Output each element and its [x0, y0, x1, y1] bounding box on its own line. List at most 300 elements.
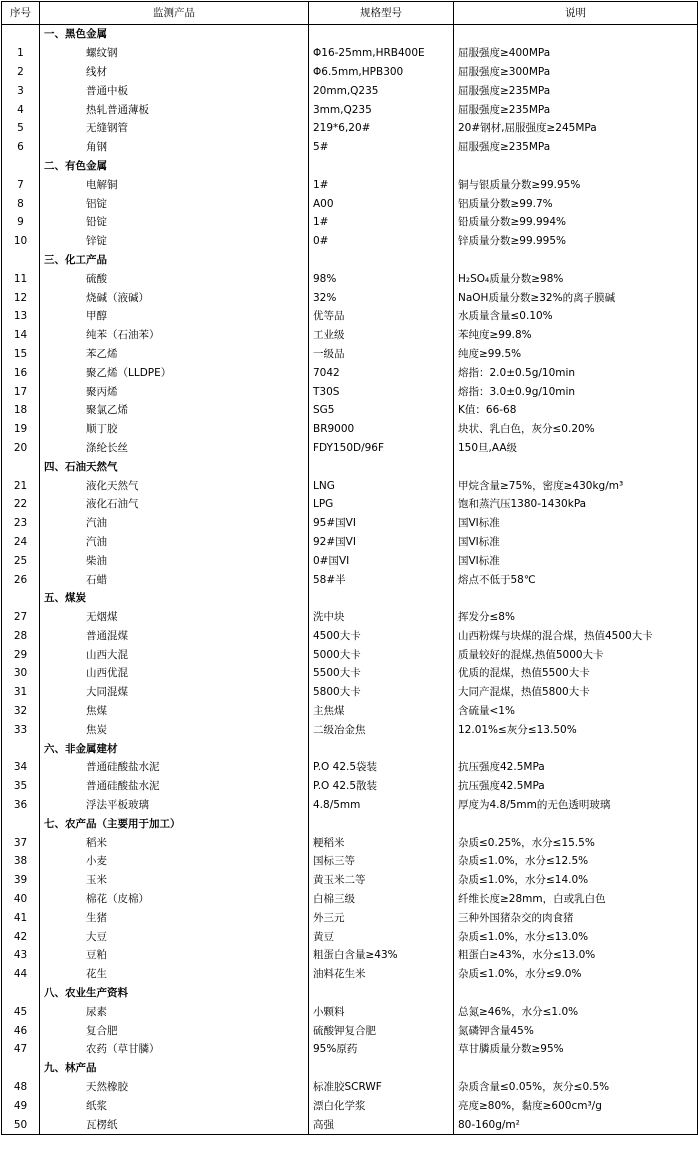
row-number: 18 — [2, 401, 40, 420]
product-spec: P.O 42.5散装 — [309, 777, 454, 796]
product-spec: 硫酸钾复合肥 — [309, 1021, 454, 1040]
category-spec-cell — [309, 589, 454, 608]
product-spec: 优等品 — [309, 307, 454, 326]
product-description: 屈服强度≥235MPa — [454, 81, 698, 100]
table-row — [2, 63, 698, 82]
row-number: 12 — [2, 288, 40, 307]
product-spec: 5800大卡 — [309, 683, 454, 702]
table-row — [2, 175, 698, 194]
category-row — [2, 25, 698, 44]
product-name: 普通中板 — [40, 81, 309, 100]
product-name: 瓦楞纸 — [40, 1115, 309, 1134]
table-row — [2, 213, 698, 232]
category-title: 二、有色金属 — [40, 157, 309, 176]
row-number: 36 — [2, 796, 40, 815]
row-number: 6 — [2, 138, 40, 157]
product-name: 铝锭 — [40, 194, 309, 213]
product-spec: 4500大卡 — [309, 627, 454, 646]
row-number: 9 — [2, 213, 40, 232]
product-spec: 0#国VI — [309, 551, 454, 570]
product-name: 大同混煤 — [40, 683, 309, 702]
header-spec: 规格型号 — [309, 2, 454, 25]
row-number: 5 — [2, 119, 40, 138]
product-name: 焦煤 — [40, 702, 309, 721]
product-spec: 主焦煤 — [309, 702, 454, 721]
table-row — [2, 81, 698, 100]
product-name: 棉花（皮棉） — [40, 890, 309, 909]
row-number: 26 — [2, 570, 40, 589]
header-no: 序号 — [2, 2, 40, 25]
table-row — [2, 476, 698, 495]
category-row — [2, 1059, 698, 1078]
product-description: 铜与银质量分数≥99.95% — [454, 175, 698, 194]
category-title: 三、化工产品 — [40, 251, 309, 270]
product-name: 农药（草甘膦） — [40, 1040, 309, 1059]
product-spec: 5000大卡 — [309, 645, 454, 664]
table-row — [2, 796, 698, 815]
row-number: 16 — [2, 363, 40, 382]
row-number: 28 — [2, 627, 40, 646]
product-name: 尿素 — [40, 1002, 309, 1021]
table-body — [2, 25, 698, 1135]
product-spec: 漂白化学浆 — [309, 1096, 454, 1115]
row-number: 29 — [2, 645, 40, 664]
product-description: 草甘膦质量分数≥95% — [454, 1040, 698, 1059]
product-description: 优质的混煤，热值5500大卡 — [454, 664, 698, 683]
product-name: 无烟煤 — [40, 608, 309, 627]
table-row — [2, 758, 698, 777]
category-no-cell — [2, 251, 40, 270]
product-description: 铅质量分数≥99.994% — [454, 213, 698, 232]
product-description: 杂质≤1.0%，水分≤14.0% — [454, 871, 698, 890]
product-description: 铝质量分数≥99.7% — [454, 194, 698, 213]
row-number: 41 — [2, 908, 40, 927]
row-number: 46 — [2, 1021, 40, 1040]
category-spec-cell — [309, 457, 454, 476]
product-spec: 20mm,Q235 — [309, 81, 454, 100]
product-name: 花生 — [40, 965, 309, 984]
product-spec: 5# — [309, 138, 454, 157]
table-row — [2, 138, 698, 157]
product-spec: 92#国VI — [309, 533, 454, 552]
product-description: 纯度≥99.5% — [454, 345, 698, 364]
table-row — [2, 946, 698, 965]
product-description: H₂SO₄质量分数≥98% — [454, 269, 698, 288]
product-name: 纯苯（石油苯） — [40, 326, 309, 345]
product-description: 大同产混煤，热值5800大卡 — [454, 683, 698, 702]
category-no-cell — [2, 157, 40, 176]
product-description: 国VI标准 — [454, 533, 698, 552]
product-description: 杂质含量≤0.05%，灰分≤0.5% — [454, 1078, 698, 1097]
category-spec-cell — [309, 984, 454, 1003]
category-title: 四、石油天然气 — [40, 457, 309, 476]
table-row — [2, 777, 698, 796]
row-number: 19 — [2, 420, 40, 439]
product-name: 聚丙烯 — [40, 382, 309, 401]
product-name: 焦炭 — [40, 720, 309, 739]
product-name: 苯乙烯 — [40, 345, 309, 364]
category-desc-cell — [454, 251, 698, 270]
product-description: 杂质≤1.0%，水分≤12.5% — [454, 852, 698, 871]
category-desc-cell — [454, 457, 698, 476]
category-spec-cell — [309, 739, 454, 758]
product-description: 熔指：2.0±0.5g/10min — [454, 363, 698, 382]
category-desc-cell — [454, 739, 698, 758]
product-name: 普通混煤 — [40, 627, 309, 646]
product-description: 屈服强度≥235MPa — [454, 100, 698, 119]
product-description: 苯纯度≥99.8% — [454, 326, 698, 345]
category-no-cell — [2, 25, 40, 44]
product-spec: 洗中块 — [309, 608, 454, 627]
table-row — [2, 664, 698, 683]
category-row — [2, 814, 698, 833]
table-row — [2, 720, 698, 739]
table-row — [2, 363, 698, 382]
table-row — [2, 702, 698, 721]
row-number: 32 — [2, 702, 40, 721]
product-spec: 工业级 — [309, 326, 454, 345]
category-row — [2, 739, 698, 758]
product-description: 山西粉煤与块煤的混合煤，热值4500大卡 — [454, 627, 698, 646]
row-number: 42 — [2, 927, 40, 946]
product-name: 石蜡 — [40, 570, 309, 589]
product-spec: P.O 42.5袋装 — [309, 758, 454, 777]
category-title: 九、林产品 — [40, 1059, 309, 1078]
product-spec: 标准胶SCRWF — [309, 1078, 454, 1097]
table-row — [2, 420, 698, 439]
row-number: 24 — [2, 533, 40, 552]
row-number: 39 — [2, 871, 40, 890]
category-spec-cell — [309, 157, 454, 176]
row-number: 47 — [2, 1040, 40, 1059]
product-spec: 98% — [309, 269, 454, 288]
product-spec: 219*6,20# — [309, 119, 454, 138]
product-name: 山西大混 — [40, 645, 309, 664]
category-title: 八、农业生产资料 — [40, 984, 309, 1003]
table-row — [2, 551, 698, 570]
product-description: 熔点不低于58℃ — [454, 570, 698, 589]
product-spec: T30S — [309, 382, 454, 401]
category-row — [2, 457, 698, 476]
table-row — [2, 533, 698, 552]
product-name: 烧碱（液碱） — [40, 288, 309, 307]
product-spec: BR9000 — [309, 420, 454, 439]
row-number: 2 — [2, 63, 40, 82]
product-name: 稻米 — [40, 833, 309, 852]
table-row — [2, 908, 698, 927]
product-spec: 0# — [309, 232, 454, 251]
product-description: 国VI标准 — [454, 551, 698, 570]
product-name: 大豆 — [40, 927, 309, 946]
row-number: 40 — [2, 890, 40, 909]
table-row — [2, 44, 698, 63]
product-description: 锌质量分数≥99.995% — [454, 232, 698, 251]
product-name: 小麦 — [40, 852, 309, 871]
table-row — [2, 1115, 698, 1134]
category-row — [2, 251, 698, 270]
category-spec-cell — [309, 1059, 454, 1078]
product-description: 杂质≤1.0%，水分≤13.0% — [454, 927, 698, 946]
category-desc-cell — [454, 1059, 698, 1078]
row-number: 27 — [2, 608, 40, 627]
table-row — [2, 100, 698, 119]
table-row — [2, 194, 698, 213]
table-row — [2, 119, 698, 138]
product-name: 热轧普通薄板 — [40, 100, 309, 119]
row-number: 49 — [2, 1096, 40, 1115]
product-name: 角钢 — [40, 138, 309, 157]
product-name: 硫酸 — [40, 269, 309, 288]
product-description: 杂质≤0.25%，水分≤15.5% — [454, 833, 698, 852]
product-description: 氮磷钾含量45% — [454, 1021, 698, 1040]
product-name: 甲醇 — [40, 307, 309, 326]
table-row — [2, 890, 698, 909]
category-title: 一、黑色金属 — [40, 25, 309, 44]
row-number: 44 — [2, 965, 40, 984]
product-spec: LNG — [309, 476, 454, 495]
table-row — [2, 269, 698, 288]
product-name: 铅锭 — [40, 213, 309, 232]
product-description: 纤维长度≥28mm，白或乳白色 — [454, 890, 698, 909]
product-spec: FDY150D/96F — [309, 439, 454, 458]
product-name: 豆粕 — [40, 946, 309, 965]
table-row — [2, 345, 698, 364]
product-spec: 外三元 — [309, 908, 454, 927]
table-row — [2, 232, 698, 251]
product-name: 螺纹钢 — [40, 44, 309, 63]
category-no-cell — [2, 589, 40, 608]
row-number: 1 — [2, 44, 40, 63]
product-spec: 国标三等 — [309, 852, 454, 871]
table-row — [2, 1040, 698, 1059]
table-row — [2, 1021, 698, 1040]
product-spec: 高强 — [309, 1115, 454, 1134]
category-no-cell — [2, 457, 40, 476]
table-row — [2, 927, 698, 946]
product-description: 亮度≥80%，黏度≥600cm³/g — [454, 1096, 698, 1115]
product-description: 20#钢材,屈服强度≥245MPa — [454, 119, 698, 138]
product-spec: 95#国VI — [309, 514, 454, 533]
product-spec: A00 — [309, 194, 454, 213]
product-description: 80-160g/m² — [454, 1115, 698, 1134]
product-spec: 3mm,Q235 — [309, 100, 454, 119]
category-row — [2, 984, 698, 1003]
product-spec: 1# — [309, 213, 454, 232]
row-number: 22 — [2, 495, 40, 514]
product-name: 纸浆 — [40, 1096, 309, 1115]
category-title: 七、农产品（主要用于加工） — [40, 814, 309, 833]
table-row — [2, 326, 698, 345]
product-description: 屈服强度≥400MPa — [454, 44, 698, 63]
row-number: 11 — [2, 269, 40, 288]
product-name: 涤纶长丝 — [40, 439, 309, 458]
category-desc-cell — [454, 984, 698, 1003]
table-row — [2, 683, 698, 702]
header-row — [2, 2, 698, 25]
row-number: 33 — [2, 720, 40, 739]
category-desc-cell — [454, 814, 698, 833]
row-number: 35 — [2, 777, 40, 796]
row-number: 4 — [2, 100, 40, 119]
row-number: 38 — [2, 852, 40, 871]
row-number: 14 — [2, 326, 40, 345]
product-name: 锌锭 — [40, 232, 309, 251]
table-row — [2, 514, 698, 533]
product-name: 液化石油气 — [40, 495, 309, 514]
category-no-cell — [2, 739, 40, 758]
table-row — [2, 1078, 698, 1097]
price-monitoring-table — [1, 1, 698, 1135]
product-spec: 一级品 — [309, 345, 454, 364]
category-spec-cell — [309, 814, 454, 833]
category-row — [2, 157, 698, 176]
product-spec: Φ16-25mm,HRB400E — [309, 44, 454, 63]
row-number: 34 — [2, 758, 40, 777]
product-name: 山西优混 — [40, 664, 309, 683]
product-name: 浮法平板玻璃 — [40, 796, 309, 815]
product-spec: 5500大卡 — [309, 664, 454, 683]
row-number: 43 — [2, 946, 40, 965]
product-description: 12.01%≤灰分≤13.50% — [454, 720, 698, 739]
row-number: 17 — [2, 382, 40, 401]
table-row — [2, 852, 698, 871]
row-number: 45 — [2, 1002, 40, 1021]
table-row — [2, 1096, 698, 1115]
product-description: 挥发分≤8% — [454, 608, 698, 627]
row-number: 30 — [2, 664, 40, 683]
product-description: 厚度为4.8/5mm的无色透明玻璃 — [454, 796, 698, 815]
row-number: 48 — [2, 1078, 40, 1097]
row-number: 10 — [2, 232, 40, 251]
product-name: 生猪 — [40, 908, 309, 927]
product-description: 屈服强度≥235MPa — [454, 138, 698, 157]
product-spec: 白棉三级 — [309, 890, 454, 909]
product-name: 无缝钢管 — [40, 119, 309, 138]
header-product: 监测产品 — [40, 2, 309, 25]
table-row — [2, 965, 698, 984]
table-row — [2, 608, 698, 627]
product-name: 线材 — [40, 63, 309, 82]
product-name: 顺丁胶 — [40, 420, 309, 439]
row-number: 21 — [2, 476, 40, 495]
product-description: 熔指：3.0±0.9g/10min — [454, 382, 698, 401]
product-spec: 油料花生米 — [309, 965, 454, 984]
category-no-cell — [2, 814, 40, 833]
product-name: 电解铜 — [40, 175, 309, 194]
category-spec-cell — [309, 251, 454, 270]
product-spec: 1# — [309, 175, 454, 194]
product-description: K值：66-68 — [454, 401, 698, 420]
product-name: 普通硅酸盐水泥 — [40, 777, 309, 796]
product-spec: 粗蛋白含量≥43% — [309, 946, 454, 965]
category-desc-cell — [454, 589, 698, 608]
row-number: 7 — [2, 175, 40, 194]
product-name: 液化天然气 — [40, 476, 309, 495]
product-spec: 95%原药 — [309, 1040, 454, 1059]
row-number: 20 — [2, 439, 40, 458]
product-description: 抗压强度42.5MPa — [454, 777, 698, 796]
row-number: 50 — [2, 1115, 40, 1134]
category-title: 五、煤炭 — [40, 589, 309, 608]
product-spec: 小颗料 — [309, 1002, 454, 1021]
product-description: 抗压强度42.5MPa — [454, 758, 698, 777]
table-row — [2, 871, 698, 890]
product-spec: LPG — [309, 495, 454, 514]
product-spec: 黄玉米二等 — [309, 871, 454, 890]
product-description: 国VI标准 — [454, 514, 698, 533]
row-number: 25 — [2, 551, 40, 570]
product-description: NaOH质量分数≥32%的离子膜碱 — [454, 288, 698, 307]
product-description: 水质量含量≤0.10% — [454, 307, 698, 326]
category-no-cell — [2, 984, 40, 1003]
row-number: 31 — [2, 683, 40, 702]
product-description: 含硫量<1% — [454, 702, 698, 721]
table-row — [2, 382, 698, 401]
product-spec: 粳稻米 — [309, 833, 454, 852]
product-description: 屈服强度≥300MPa — [454, 63, 698, 82]
table-row — [2, 307, 698, 326]
category-desc-cell — [454, 157, 698, 176]
product-name: 聚乙烯（LLDPE） — [40, 363, 309, 382]
product-spec: 二级冶金焦 — [309, 720, 454, 739]
table-row — [2, 627, 698, 646]
product-name: 聚氯乙烯 — [40, 401, 309, 420]
row-number: 15 — [2, 345, 40, 364]
product-description: 粗蛋白≥43%，水分≤13.0% — [454, 946, 698, 965]
product-spec: 58#半 — [309, 570, 454, 589]
product-name: 玉米 — [40, 871, 309, 890]
table-row — [2, 439, 698, 458]
table-row — [2, 495, 698, 514]
table-row — [2, 1002, 698, 1021]
row-number: 3 — [2, 81, 40, 100]
product-description: 三种外国猪杂交的肉食猪 — [454, 908, 698, 927]
category-desc-cell — [454, 25, 698, 44]
product-name: 天然橡胶 — [40, 1078, 309, 1097]
product-name: 普通硅酸盐水泥 — [40, 758, 309, 777]
category-spec-cell — [309, 25, 454, 44]
table-row — [2, 288, 698, 307]
product-name: 复合肥 — [40, 1021, 309, 1040]
category-no-cell — [2, 1059, 40, 1078]
row-number: 13 — [2, 307, 40, 326]
category-row — [2, 589, 698, 608]
category-title: 六、非金属建材 — [40, 739, 309, 758]
table-row — [2, 570, 698, 589]
product-spec: Φ6.5mm,HPB300 — [309, 63, 454, 82]
product-description: 饱和蒸汽压1380-1430kPa — [454, 495, 698, 514]
product-spec: 4.8/5mm — [309, 796, 454, 815]
product-description: 甲烷含量≥75%，密度≥430kg/m³ — [454, 476, 698, 495]
row-number: 23 — [2, 514, 40, 533]
row-number: 37 — [2, 833, 40, 852]
row-number: 8 — [2, 194, 40, 213]
product-description: 150旦,AA级 — [454, 439, 698, 458]
product-description: 块状、乳白色，灰分≤0.20% — [454, 420, 698, 439]
product-spec: 32% — [309, 288, 454, 307]
product-spec: 7042 — [309, 363, 454, 382]
header-description: 说明 — [454, 2, 698, 25]
table-row — [2, 645, 698, 664]
product-spec: SG5 — [309, 401, 454, 420]
product-spec: 黄豆 — [309, 927, 454, 946]
product-name: 柴油 — [40, 551, 309, 570]
product-description: 杂质≤1.0%，水分≤9.0% — [454, 965, 698, 984]
product-name: 汽油 — [40, 533, 309, 552]
table-row — [2, 833, 698, 852]
product-description: 质量较好的混煤,热值5000大卡 — [454, 645, 698, 664]
product-description: 总氮≥46%，水分≤1.0% — [454, 1002, 698, 1021]
